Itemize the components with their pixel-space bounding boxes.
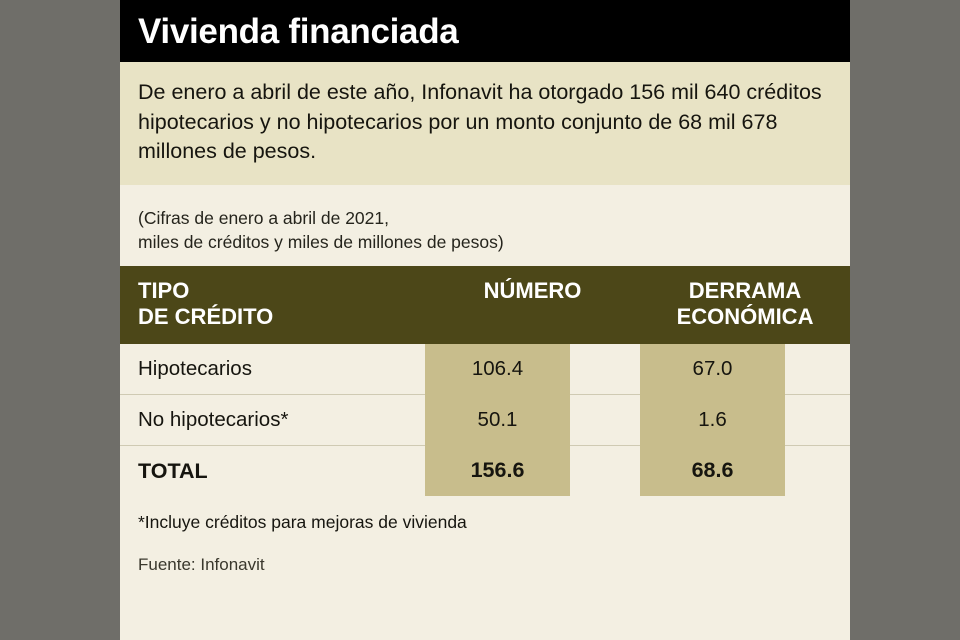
row-value-numero: 106.4 [425, 344, 570, 395]
row-value-derrama-total: 68.6 [640, 446, 785, 497]
row-gap [570, 395, 640, 446]
row-value-numero: 50.1 [425, 395, 570, 446]
column-header-tipo [120, 266, 425, 344]
row-gap-end [785, 395, 850, 446]
data-table [120, 266, 850, 496]
table-body [120, 344, 850, 496]
row-gap [570, 446, 640, 497]
table-header [120, 266, 850, 344]
row-gap-end [785, 446, 850, 497]
column-header-numero-line1: NÚMERO [483, 278, 582, 304]
table-row [120, 395, 850, 446]
column-header-derrama-line1: DERRAMA [688, 278, 802, 304]
column-header-tipo-line2: DE CRÉDITO [138, 304, 274, 330]
row-label-total: TOTAL [138, 458, 208, 483]
table-row-total [120, 446, 850, 497]
column-header-numero [425, 266, 640, 344]
table-row [120, 344, 850, 395]
source-label: Fuente: Infonavit [138, 555, 265, 575]
subcaption [120, 185, 850, 266]
subcaption-line-1: (Cifras de enero a abril de 2021, [138, 207, 389, 228]
table-header-row [120, 266, 850, 344]
row-label: No hipotecarios* [120, 395, 425, 446]
row-gap [570, 344, 640, 395]
header-band [120, 0, 850, 62]
row-value-derrama: 67.0 [640, 344, 785, 395]
table-footnote: *Incluye créditos para mejoras de vivienda [138, 512, 467, 533]
row-label: Hipotecarios [120, 344, 425, 395]
lede-block [120, 62, 850, 185]
row-value-numero-total: 156.6 [425, 446, 570, 497]
row-gap-end [785, 344, 850, 395]
row-value-derrama: 1.6 [640, 395, 785, 446]
subcaption-line-2: miles de créditos y miles de millones de pesos) [138, 231, 504, 252]
column-header-derrama [640, 266, 850, 344]
column-header-derrama-line2: ECONÓMICA [676, 304, 814, 330]
lede-text: De enero a abril de este año, Infonavit ha otorgado 156 mil 640 créditos hipotecarios y no hipotecarios por un monto conjunto de 68 mil 678 millones de pesos. [138, 80, 822, 164]
infographic-card [120, 0, 850, 640]
page-title: Vivienda financiada [138, 11, 459, 51]
column-header-tipo-line1: TIPO [138, 278, 190, 304]
data-table-wrapper [120, 266, 850, 496]
